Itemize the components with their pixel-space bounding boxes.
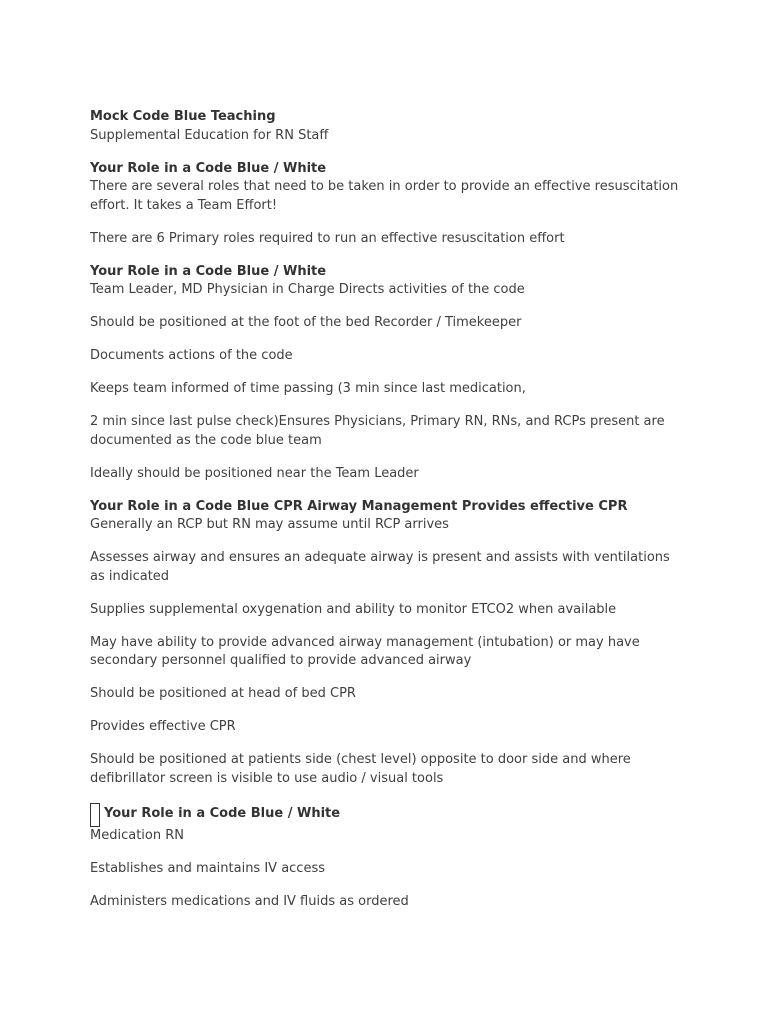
- paragraph: Should be positioned at patients side (chest level) opposite to door side and where defibrillator screen is visible to use audio / visual tools: [90, 752, 631, 786]
- paragraph: Assesses airway and ensures an adequate airway is present and assists with ventilations as indicated: [90, 550, 670, 584]
- paragraph: Should be positioned at head of bed CPR: [90, 686, 356, 701]
- section-heading: Your Role in a Code Blue CPR Airway Management Provides effective CPR: [90, 498, 628, 514]
- paragraph: Should be positioned at the foot of the bed Recorder / Timekeeper: [90, 315, 522, 330]
- paragraph: There are 6 Primary roles required to run an effective resuscitation effort: [90, 230, 565, 246]
- section-heading: Your Role in a Code Blue / White: [90, 263, 327, 279]
- paragraph: Documents actions of the code: [90, 348, 293, 363]
- section-heading-row: [90, 803, 680, 827]
- paragraph: Supplies supplemental oxygenation and ability to monitor ETCO2 when available: [90, 601, 617, 617]
- paragraph: There are several roles that need to be taken in order to provide an effective resuscitation effort. It takes a Team Effort!: [90, 179, 679, 213]
- checkbox-glyph-icon: [90, 803, 100, 827]
- paragraph: May have ability to provide advanced airway management (intubation) or may have secondary personnel qualified to provide advanced airway: [90, 634, 640, 668]
- paragraph: Establishes and maintains IV access: [90, 860, 325, 876]
- paragraph: Medication RN: [90, 827, 184, 843]
- section-heading: Your Role in a Code Blue / White: [104, 806, 341, 822]
- paragraph: Provides effective CPR: [90, 719, 236, 734]
- paragraph: Team Leader, MD Physician in Charge Directs activities of the code: [90, 282, 525, 297]
- paragraph: Ideally should be positioned near the Team Leader: [90, 465, 419, 481]
- paragraph: Administers medications and IV fluids as ordered: [90, 893, 409, 909]
- section-heading: Your Role in a Code Blue / White: [90, 160, 327, 176]
- document-subtitle: Supplemental Education for RN Staff: [90, 127, 329, 143]
- document-page: [90, 108, 680, 926]
- paragraph: Keeps team informed of time passing (3 min since last medication,: [90, 381, 526, 396]
- paragraph: Generally an RCP but RN may assume until RCP arrives: [90, 517, 449, 532]
- document-title: Mock Code Blue Teaching: [90, 109, 276, 124]
- paragraph: 2 min since last pulse check)Ensures Physicians, Primary RN, RNs, and RCPs present are documented as the code blue team: [90, 414, 665, 448]
